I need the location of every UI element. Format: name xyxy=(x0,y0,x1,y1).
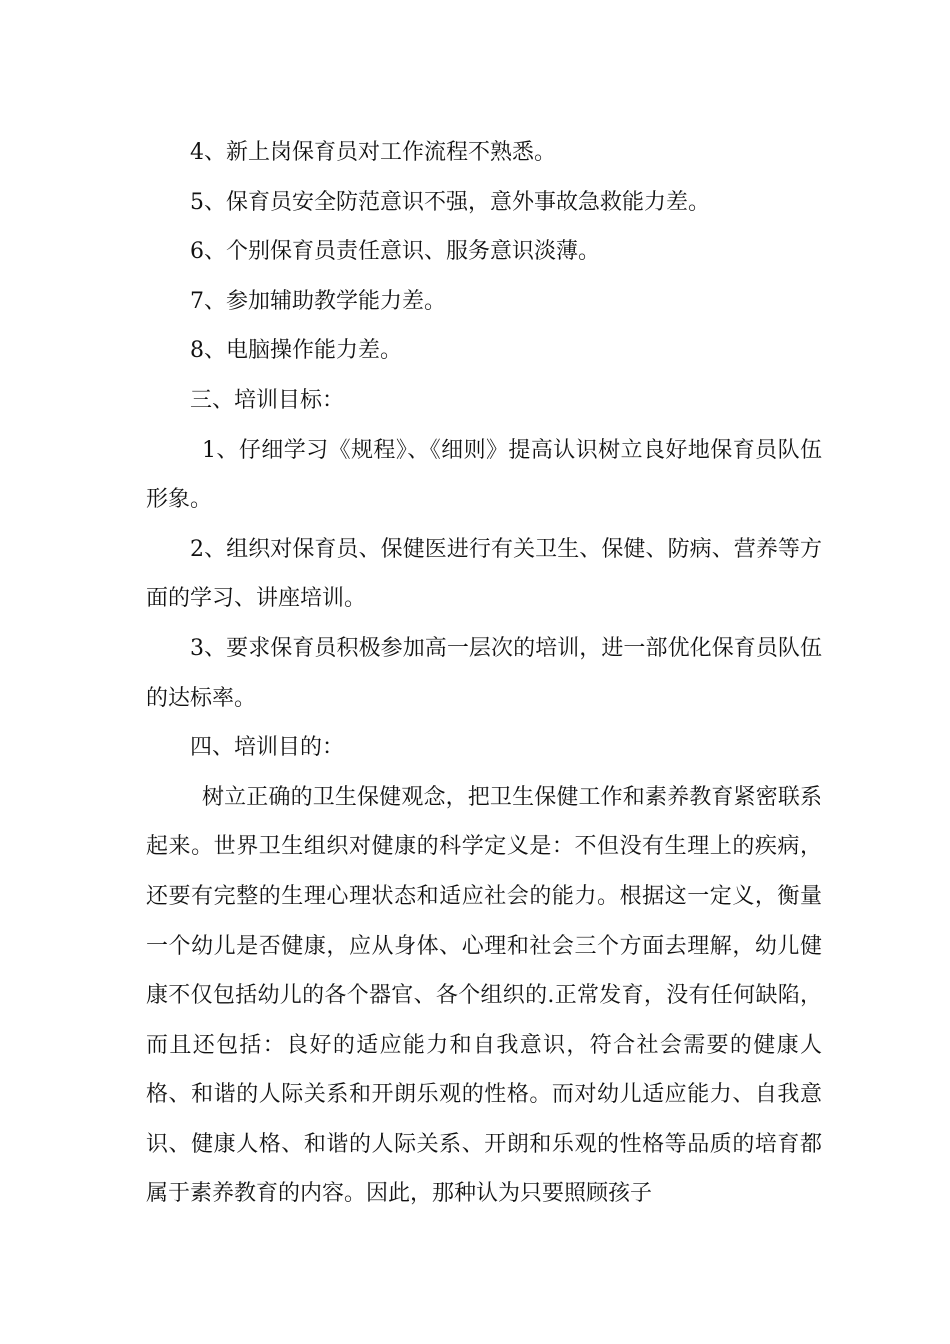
purpose-paragraph: 树立正确的卫生保健观念，把卫生保健工作和素养教育紧密联系起来。世界卫生组织对健康的科学定义是：不但没有生理上的疾病，还要有完整的生理心理状态和适应社会的能力。根据这一定义，衡量一个幼儿是否健康，应从身体、心理和社会三个方面去理解，幼儿健康不仅包括幼儿的各个器官、各个组织的.正常发育，没有任何缺陷，而且还包括：良好的适应能力和自我意识，符合社会需要的健康人格、和谐的人际关系和开朗乐观的性格。而对幼儿适应能力、自我意识、健康人格、和谐的人际关系、开朗和乐观的性格等品质的培育都属于素养教育的内容。因此，那种认为只要照顾孩子 xyxy=(146,784,822,1207)
goal-item-3: 3、要求保育员积极参加高一层次的培训，进一部优化保育员队伍的达标率。 xyxy=(146,635,822,711)
section-heading-goals: 三、培训目标： xyxy=(190,387,345,413)
goal-item-2: 2、组织对保育员、保健医进行有关卫生、保健、防病、营养等方面的学习、讲座培训。 xyxy=(146,536,822,612)
paragraph-item-6: 6、个别保育员责任意识、服务意识淡薄。 xyxy=(190,239,600,265)
goal-item-1: 1、仔细学习《规程》、《细则》提高认识树立良好地保育员队伍形象。 xyxy=(146,437,822,513)
paragraph-item-5: 5、保育员安全防范意识不强，意外事故急救能力差。 xyxy=(190,189,710,215)
section-heading-purpose: 四、培训目的： xyxy=(190,735,345,761)
document-body xyxy=(146,128,822,1219)
paragraph-item-8: 8、电脑操作能力差。 xyxy=(190,338,402,364)
paragraph-item-7: 7、参加辅助教学能力差。 xyxy=(190,288,446,314)
paragraph-item-4: 4、新上岗保育员对工作流程不熟悉。 xyxy=(190,140,556,165)
